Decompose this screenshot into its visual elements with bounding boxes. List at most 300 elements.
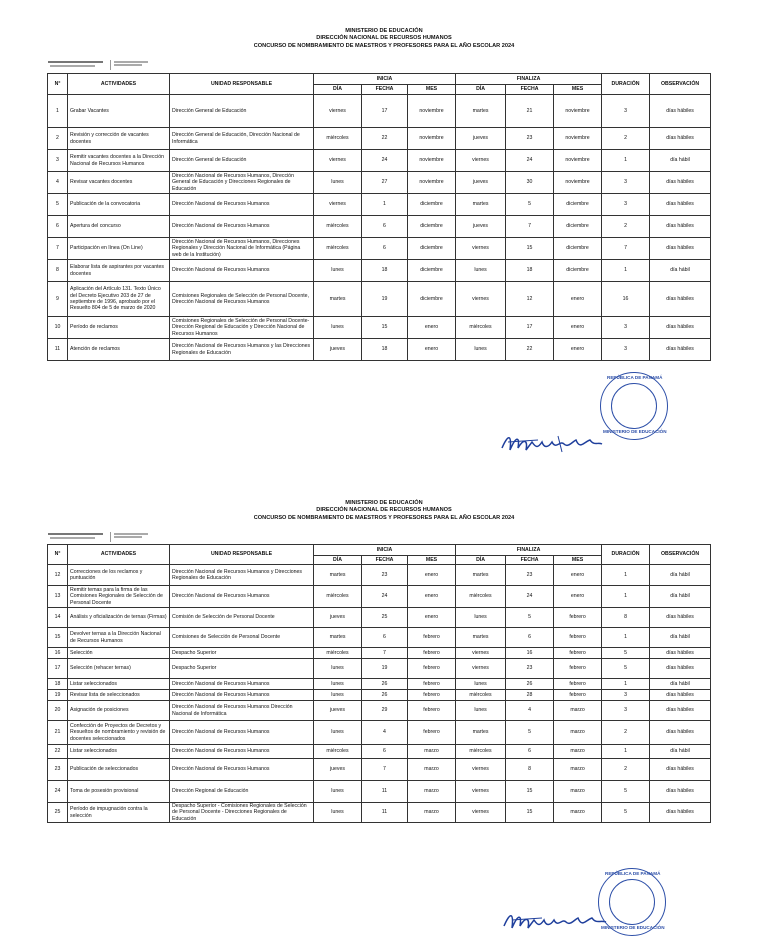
row-activity: Aplicación del Artículo 131. Texto Único del Decreto Ejecutivo 203 de 27 de septiembre de 1996, aprobado por el Resuelto 804 de 5 de marzo de 2020 — [68, 282, 170, 317]
row-number: 10 — [48, 317, 68, 339]
row-start-day: miércoles — [314, 238, 362, 260]
row-duration: 5 — [602, 659, 650, 679]
row-start-day: lunes — [314, 721, 362, 745]
row-end-date: 8 — [506, 759, 554, 781]
row-unit: Dirección Nacional de Recursos Humanos — [170, 759, 314, 781]
row-end-month: diciembre — [554, 238, 602, 260]
row-start-day: lunes — [314, 690, 362, 701]
row-activity: Asignación de posiciones — [68, 701, 170, 721]
row-end-month: enero — [554, 339, 602, 361]
row-activity: Elaborar lista de aspirantes por vacantes docentes — [68, 260, 170, 282]
page-2 — [0, 472, 768, 943]
row-start-date: 6 — [362, 745, 408, 759]
row-start-month: febrero — [408, 679, 456, 690]
row-observation: días hábiles — [650, 759, 711, 781]
col-dia-fin-2: DÍA — [456, 556, 506, 565]
col-duracion: DURACIÓN — [602, 74, 650, 95]
row-number: 23 — [48, 759, 68, 781]
official-stamp-2 — [598, 868, 666, 936]
row-end-month: febrero — [554, 659, 602, 679]
row-end-date: 17 — [506, 317, 554, 339]
row-number: 9 — [48, 282, 68, 317]
row-duration: 2 — [602, 759, 650, 781]
official-stamp — [600, 372, 668, 440]
row-activity: Publicación de la convocatoria — [68, 194, 170, 216]
col-observacion-2: OBSERVACIÓN — [650, 545, 711, 565]
row-unit: Dirección Nacional de Recursos Humanos — [170, 721, 314, 745]
row-observation: días hábiles — [650, 216, 711, 238]
row-start-month: enero — [408, 317, 456, 339]
table-row — [48, 150, 711, 172]
row-observation: día hábil — [650, 565, 711, 586]
row-observation: días hábiles — [650, 781, 711, 803]
col-dia-inicio: DÍA — [314, 85, 362, 95]
row-start-date: 24 — [362, 150, 408, 172]
row-start-month: noviembre — [408, 172, 456, 194]
row-observation: día hábil — [650, 586, 711, 608]
schedule-rows-2 — [48, 565, 711, 823]
row-start-date: 18 — [362, 260, 408, 282]
row-end-month: febrero — [554, 628, 602, 648]
row-end-date: 4 — [506, 701, 554, 721]
row-start-day: lunes — [314, 317, 362, 339]
row-end-month: febrero — [554, 648, 602, 659]
row-end-date: 5 — [506, 721, 554, 745]
col-fecha-fin-2: FECHA — [506, 556, 554, 565]
col-finaliza-2: FINALIZA — [456, 545, 602, 556]
row-start-month: febrero — [408, 659, 456, 679]
row-duration: 1 — [602, 260, 650, 282]
table-row — [48, 339, 711, 361]
table-row — [48, 608, 711, 628]
row-unit: Dirección Nacional de Recursos Humanos — [170, 690, 314, 701]
row-number: 14 — [48, 608, 68, 628]
row-unit: Dirección Nacional de Recursos Humanos — [170, 216, 314, 238]
row-end-date: 15 — [506, 803, 554, 823]
ministry-logo-2 — [48, 532, 178, 544]
row-end-month: noviembre — [554, 172, 602, 194]
row-duration: 3 — [602, 701, 650, 721]
row-duration: 2 — [602, 721, 650, 745]
row-start-month: noviembre — [408, 128, 456, 150]
row-end-date: 7 — [506, 216, 554, 238]
col-dia-inicio-2: DÍA — [314, 556, 362, 565]
table-row — [48, 194, 711, 216]
row-activity: Grabar Vacantes — [68, 95, 170, 128]
row-unit: Dirección General de Educación — [170, 150, 314, 172]
row-observation: días hábiles — [650, 95, 711, 128]
row-end-date: 18 — [506, 260, 554, 282]
row-unit: Dirección Nacional de Recursos Humanos, Dirección General de Educación y Direcciones Regionales de Educación — [170, 172, 314, 194]
row-unit: Comisión de Selección de Personal Docente — [170, 608, 314, 628]
row-activity: Análisis y oficialización de ternas (Firmas) — [68, 608, 170, 628]
row-activity: Listar seleccionados — [68, 679, 170, 690]
row-end-date: 5 — [506, 608, 554, 628]
row-end-month: noviembre — [554, 95, 602, 128]
row-unit: Despacho Superior — [170, 648, 314, 659]
row-number: 13 — [48, 586, 68, 608]
row-start-month: diciembre — [408, 216, 456, 238]
row-activity: Listar seleccionados — [68, 745, 170, 759]
header-title: CONCURSO DE NOMBRAMIENTO DE MAESTROS Y PROFESORES PARA EL AÑO ESCOLAR 2024 — [253, 42, 515, 49]
row-start-month: febrero — [408, 701, 456, 721]
row-end-day: jueves — [456, 216, 506, 238]
row-end-date: 6 — [506, 628, 554, 648]
row-start-day: lunes — [314, 172, 362, 194]
header-ministry: MINISTERIO DE EDUCACIÓN — [345, 28, 423, 34]
row-unit: Dirección Regional de Educación — [170, 781, 314, 803]
row-unit: Comisiones de Selección de Personal Docente — [170, 628, 314, 648]
col-mes-inicio-2: MES — [408, 556, 456, 565]
row-start-day: viernes — [314, 95, 362, 128]
row-number: 2 — [48, 128, 68, 150]
row-start-month: diciembre — [408, 238, 456, 260]
col-mes-fin-2: MES — [554, 556, 602, 565]
row-start-month: enero — [408, 586, 456, 608]
table-row — [48, 216, 711, 238]
row-number: 17 — [48, 659, 68, 679]
stamp-top-text-2: REPÚBLICA DE PANAMÁ — [605, 871, 661, 876]
ministry-logo — [48, 60, 178, 72]
row-end-day: viernes — [456, 759, 506, 781]
row-start-date: 29 — [362, 701, 408, 721]
table-row — [48, 172, 711, 194]
col-num: N° — [48, 74, 68, 95]
row-duration: 5 — [602, 648, 650, 659]
row-activity: Apertura del concurso — [68, 216, 170, 238]
row-observation: día hábil — [650, 260, 711, 282]
row-number: 6 — [48, 216, 68, 238]
col-fecha-inicio: FECHA — [362, 85, 408, 95]
row-activity: Confección de Proyectos de Decretos y Resueltos de nombramiento y revisión de docentes seleccionados — [68, 721, 170, 745]
row-duration: 3 — [602, 339, 650, 361]
row-start-date: 23 — [362, 565, 408, 586]
row-start-date: 17 — [362, 95, 408, 128]
table-row — [48, 317, 711, 339]
row-end-month: febrero — [554, 679, 602, 690]
row-duration: 1 — [602, 745, 650, 759]
col-mes-fin: MES — [554, 85, 602, 95]
row-duration: 5 — [602, 803, 650, 823]
table-row — [48, 260, 711, 282]
row-unit: Dirección Nacional de Recursos Humanos, Direcciones Regionales y Dirección Nacional de Informática (Página web de la Institución) — [170, 238, 314, 260]
row-start-date: 25 — [362, 608, 408, 628]
row-start-day: miércoles — [314, 216, 362, 238]
row-start-day: lunes — [314, 803, 362, 823]
document-header-2 — [0, 500, 768, 522]
row-start-month: febrero — [408, 721, 456, 745]
table-row — [48, 721, 711, 745]
row-observation: días hábiles — [650, 648, 711, 659]
table-row — [48, 628, 711, 648]
row-activity: Devolver ternas a la Dirección Nacional de Recursos Humanos — [68, 628, 170, 648]
row-duration: 1 — [602, 565, 650, 586]
table-row — [48, 238, 711, 260]
row-activity: Selección — [68, 648, 170, 659]
col-actividades-2: ACTIVIDADES — [68, 545, 170, 565]
row-start-date: 7 — [362, 759, 408, 781]
row-end-day: viernes — [456, 659, 506, 679]
row-start-date: 6 — [362, 238, 408, 260]
row-activity: Período de reclamos — [68, 317, 170, 339]
row-start-month: diciembre — [408, 260, 456, 282]
row-number: 25 — [48, 803, 68, 823]
row-activity: Publicación de seleccionados — [68, 759, 170, 781]
stamp-bottom-text: MINISTERIO DE EDUCACIÓN — [603, 429, 667, 434]
row-start-day: jueves — [314, 608, 362, 628]
row-start-date: 18 — [362, 339, 408, 361]
row-end-month: marzo — [554, 759, 602, 781]
row-start-day: lunes — [314, 260, 362, 282]
table-row — [48, 759, 711, 781]
row-number: 12 — [48, 565, 68, 586]
row-end-day: lunes — [456, 339, 506, 361]
row-start-month: marzo — [408, 803, 456, 823]
row-end-day: jueves — [456, 172, 506, 194]
row-activity: Período de impugnación contra la selección — [68, 803, 170, 823]
col-inicia-2: INICIA — [314, 545, 456, 556]
col-inicia: INICIA — [314, 74, 456, 85]
row-start-date: 11 — [362, 781, 408, 803]
row-duration: 3 — [602, 690, 650, 701]
row-start-date: 26 — [362, 690, 408, 701]
row-observation: días hábiles — [650, 659, 711, 679]
row-observation: día hábil — [650, 150, 711, 172]
table-row — [48, 648, 711, 659]
row-observation: día hábil — [650, 628, 711, 648]
stamp-top-text: REPÚBLICA DE PANAMÁ — [607, 375, 663, 380]
row-unit: Dirección Nacional de Recursos Humanos — [170, 679, 314, 690]
row-unit: Dirección Nacional de Recursos Humanos — [170, 194, 314, 216]
row-duration: 7 — [602, 238, 650, 260]
row-unit: Despacho Superior — [170, 659, 314, 679]
row-activity: Selección (rehacer ternas) — [68, 659, 170, 679]
row-end-day: viernes — [456, 648, 506, 659]
row-unit: Dirección Nacional de Recursos Humanos Dirección Nacional de Informática — [170, 701, 314, 721]
row-start-day: martes — [314, 628, 362, 648]
row-start-day: miércoles — [314, 745, 362, 759]
document-header — [0, 28, 768, 50]
row-start-month: marzo — [408, 759, 456, 781]
schedule-rows-1 — [48, 95, 711, 361]
row-number: 19 — [48, 690, 68, 701]
row-end-month: noviembre — [554, 128, 602, 150]
row-start-month: febrero — [408, 648, 456, 659]
row-start-month: febrero — [408, 628, 456, 648]
table-row — [48, 781, 711, 803]
row-number: 18 — [48, 679, 68, 690]
row-start-month: noviembre — [408, 95, 456, 128]
row-end-day: miércoles — [456, 745, 506, 759]
row-end-day: viernes — [456, 282, 506, 317]
row-end-month: enero — [554, 565, 602, 586]
row-unit: Comisiones Regionales de Selección de Personal Docente-Dirección Regional de Educación y Dirección Nacional de Recursos Humanos — [170, 317, 314, 339]
row-number: 8 — [48, 260, 68, 282]
row-end-day: viernes — [456, 803, 506, 823]
col-fecha-inicio-2: FECHA — [362, 556, 408, 565]
row-unit: Dirección Nacional de Recursos Humanos — [170, 260, 314, 282]
row-end-date: 23 — [506, 128, 554, 150]
row-end-date: 12 — [506, 282, 554, 317]
row-start-day: miércoles — [314, 586, 362, 608]
col-num-2: N° — [48, 545, 68, 565]
row-end-date: 24 — [506, 586, 554, 608]
row-observation: días hábiles — [650, 282, 711, 317]
row-start-month: enero — [408, 608, 456, 628]
row-observation: días hábiles — [650, 172, 711, 194]
col-actividades: ACTIVIDADES — [68, 74, 170, 95]
row-number: 1 — [48, 95, 68, 128]
schedule-table-1 — [47, 73, 711, 361]
header-ministry-2: MINISTERIO DE EDUCACIÓN — [345, 500, 423, 506]
row-end-day: lunes — [456, 701, 506, 721]
row-start-date: 6 — [362, 216, 408, 238]
signature — [498, 428, 618, 463]
row-end-month: marzo — [554, 745, 602, 759]
row-start-month: enero — [408, 565, 456, 586]
row-duration: 16 — [602, 282, 650, 317]
row-start-date: 11 — [362, 803, 408, 823]
row-end-day: viernes — [456, 238, 506, 260]
schedule-table-2 — [47, 544, 711, 823]
col-duracion-2: DURACIÓN — [602, 545, 650, 565]
row-activity: Revisar vacantes docentes — [68, 172, 170, 194]
table-row — [48, 803, 711, 823]
row-end-day: martes — [456, 194, 506, 216]
row-unit: Dirección Nacional de Recursos Humanos — [170, 745, 314, 759]
row-activity: Remitir vacantes docentes a la Dirección Nacional de Recursos Humanos — [68, 150, 170, 172]
row-start-date: 6 — [362, 628, 408, 648]
row-end-month: diciembre — [554, 260, 602, 282]
table-row — [48, 690, 711, 701]
table-row — [48, 679, 711, 690]
row-start-date: 27 — [362, 172, 408, 194]
row-activity: Remitir temas para la firma de las Comisiones Regionales de Selección de Personal Docente — [68, 586, 170, 608]
row-end-day: lunes — [456, 608, 506, 628]
header-direction: DIRECCIÓN NACIONAL DE RECURSOS HUMANOS — [316, 35, 452, 42]
row-end-date: 21 — [506, 95, 554, 128]
row-duration: 2 — [602, 128, 650, 150]
row-duration: 8 — [602, 608, 650, 628]
row-end-month: febrero — [554, 608, 602, 628]
row-observation: días hábiles — [650, 317, 711, 339]
row-number: 16 — [48, 648, 68, 659]
row-end-day: lunes — [456, 679, 506, 690]
row-duration: 1 — [602, 679, 650, 690]
row-end-month: enero — [554, 317, 602, 339]
row-number: 5 — [48, 194, 68, 216]
page-1 — [0, 0, 768, 470]
row-end-date: 5 — [506, 194, 554, 216]
row-start-date: 26 — [362, 679, 408, 690]
row-observation: días hábiles — [650, 608, 711, 628]
col-finaliza: FINALIZA — [456, 74, 602, 85]
row-start-month: noviembre — [408, 150, 456, 172]
row-end-month: febrero — [554, 690, 602, 701]
row-activity: Participación en línea (On Line) — [68, 238, 170, 260]
row-unit: Dirección General de Educación, Dirección Nacional de Informática — [170, 128, 314, 150]
row-unit: Dirección General de Educación — [170, 95, 314, 128]
row-end-day: martes — [456, 565, 506, 586]
row-end-month: marzo — [554, 721, 602, 745]
header-direction-2: DIRECCIÓN NACIONAL DE RECURSOS HUMANOS — [316, 507, 452, 514]
row-start-day: lunes — [314, 659, 362, 679]
row-end-date: 6 — [506, 745, 554, 759]
row-unit: Dirección Nacional de Recursos Humanos y las Direcciones Regionales de Educación — [170, 339, 314, 361]
row-end-date: 23 — [506, 659, 554, 679]
row-number: 15 — [48, 628, 68, 648]
table-row — [48, 282, 711, 317]
row-end-month: marzo — [554, 701, 602, 721]
row-end-month: diciembre — [554, 216, 602, 238]
row-end-date: 24 — [506, 150, 554, 172]
row-start-date: 7 — [362, 648, 408, 659]
row-start-date: 19 — [362, 659, 408, 679]
row-observation: días hábiles — [650, 339, 711, 361]
row-end-date: 15 — [506, 781, 554, 803]
row-start-date: 4 — [362, 721, 408, 745]
row-observation: días hábiles — [650, 803, 711, 823]
col-unidad-2: UNIDAD RESPONSABLE — [170, 545, 314, 565]
row-start-date: 1 — [362, 194, 408, 216]
row-activity: Correcciones de los reclamos y puntuación — [68, 565, 170, 586]
row-duration: 2 — [602, 216, 650, 238]
row-unit: Despacho Superior - Comisiones Regionales de Selección de Personal Docente - Direcciones Regionales de Educación — [170, 803, 314, 823]
table-row — [48, 745, 711, 759]
row-duration: 3 — [602, 95, 650, 128]
row-duration: 1 — [602, 628, 650, 648]
row-start-day: lunes — [314, 781, 362, 803]
row-observation: días hábiles — [650, 194, 711, 216]
row-start-date: 19 — [362, 282, 408, 317]
row-end-day: viernes — [456, 150, 506, 172]
row-end-day: martes — [456, 628, 506, 648]
row-start-month: febrero — [408, 690, 456, 701]
row-start-day: miércoles — [314, 648, 362, 659]
col-mes-inicio: MES — [408, 85, 456, 95]
row-start-day: viernes — [314, 150, 362, 172]
col-observacion: OBSERVACIÓN — [650, 74, 711, 95]
row-start-day: lunes — [314, 679, 362, 690]
row-start-month: enero — [408, 339, 456, 361]
row-duration: 3 — [602, 317, 650, 339]
row-start-month: marzo — [408, 745, 456, 759]
row-start-day: jueves — [314, 759, 362, 781]
row-observation: días hábiles — [650, 238, 711, 260]
row-number: 11 — [48, 339, 68, 361]
row-end-date: 28 — [506, 690, 554, 701]
row-end-month: diciembre — [554, 194, 602, 216]
row-end-date: 16 — [506, 648, 554, 659]
col-unidad: UNIDAD RESPONSABLE — [170, 74, 314, 95]
row-activity: Atención de reclamos — [68, 339, 170, 361]
row-start-day: jueves — [314, 701, 362, 721]
row-number: 24 — [48, 781, 68, 803]
row-observation: días hábiles — [650, 701, 711, 721]
table-row — [48, 128, 711, 150]
row-end-date: 30 — [506, 172, 554, 194]
row-observation: días hábiles — [650, 721, 711, 745]
row-start-date: 15 — [362, 317, 408, 339]
row-end-day: jueves — [456, 128, 506, 150]
row-start-day: miércoles — [314, 128, 362, 150]
row-end-date: 15 — [506, 238, 554, 260]
row-unit: Dirección Nacional de Recursos Humanos — [170, 586, 314, 608]
row-duration: 1 — [602, 150, 650, 172]
row-end-month: noviembre — [554, 150, 602, 172]
row-activity: Toma de posesión provisional — [68, 781, 170, 803]
row-end-month: marzo — [554, 781, 602, 803]
